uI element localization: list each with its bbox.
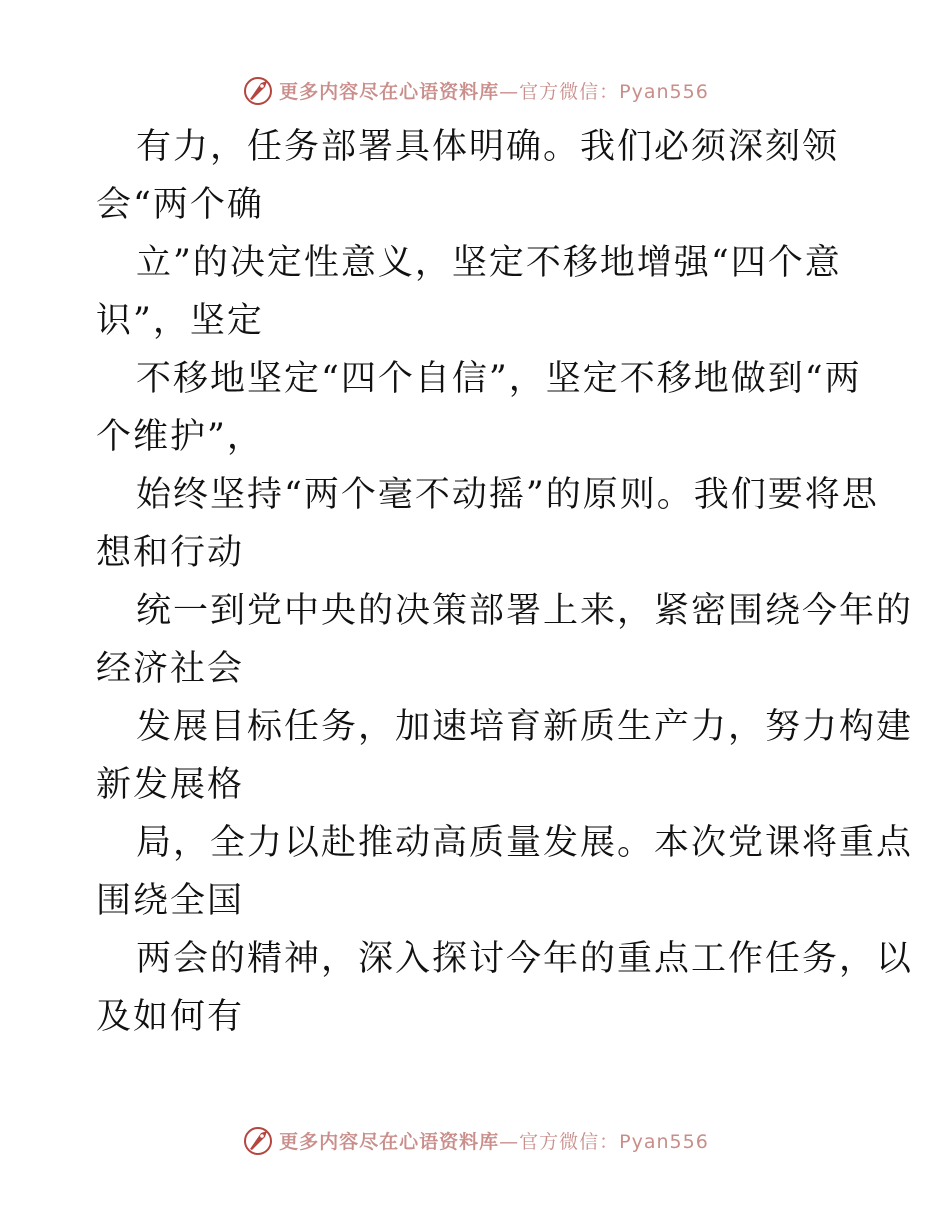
header-watermark <box>0 70 950 110</box>
body-line: 想和行动 <box>96 533 245 573</box>
body-line: 统一到党中央的决策部署上来，紧密围绕今年的 <box>136 591 914 631</box>
pen-nib-logo-icon <box>241 73 275 107</box>
body-line: 个维护”， <box>96 417 264 457</box>
body-line: 新发展格 <box>96 765 245 805</box>
body-line: 及如何有 <box>96 997 245 1037</box>
watermark-contact: —官方微信：Pyan556 <box>499 1130 709 1153</box>
body-line: 始终坚持“两个毫不动摇”的原则。我们要将思 <box>136 475 879 515</box>
pen-nib-logo-icon <box>241 1123 275 1157</box>
body-line: 发展目标任务，加速培育新质生产力，努力构建 <box>136 707 914 747</box>
body-line: 围绕全国 <box>96 881 245 921</box>
body-line: 会“两个确 <box>96 185 264 225</box>
body-line: 局，全力以赴推动高质量发展。本次党课将重点 <box>136 823 914 863</box>
document-body <box>96 118 914 1046</box>
watermark-contact: —官方微信：Pyan556 <box>499 80 709 103</box>
watermark-brand: 更多内容尽在心语资料库 <box>279 80 500 103</box>
footer-watermark <box>0 1120 950 1160</box>
body-line: 识”，坚定 <box>96 301 264 341</box>
body-line: 两会的精神，深入探讨今年的重点工作任务，以 <box>136 939 914 979</box>
body-line: 不移地坚定“四个自信”，坚定不移地做到“两 <box>136 359 862 399</box>
body-line: 有力，任务部署具体明确。我们必须深刻领 <box>136 127 840 167</box>
body-line: 经济社会 <box>96 649 245 689</box>
watermark-brand: 更多内容尽在心语资料库 <box>279 1130 500 1153</box>
body-line: 立”的决定性意义，坚定不移地增强“四个意 <box>136 243 842 283</box>
